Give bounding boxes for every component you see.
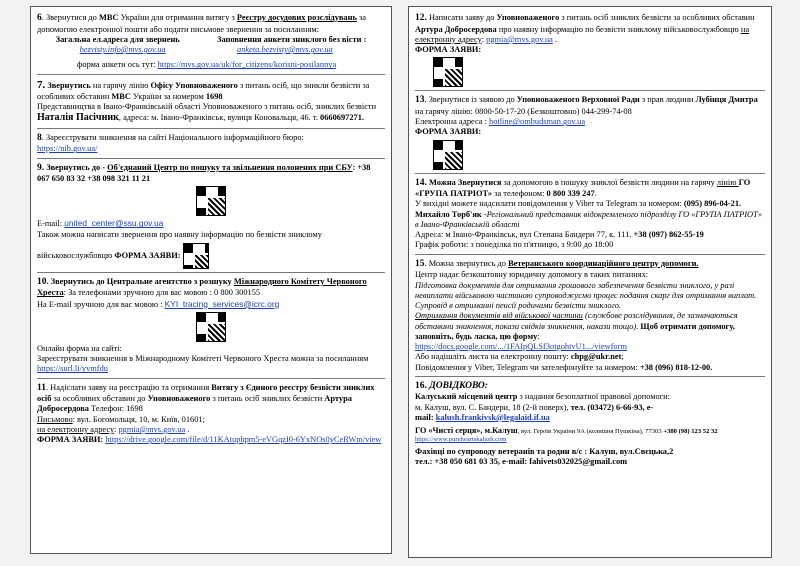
legal-center-address [415, 403, 765, 413]
text: Звернутись [45, 80, 93, 90]
text: м. Калуш, вул. С. Бандери, 18 (2-й поверх), [415, 402, 571, 412]
section-number: 6 [37, 13, 42, 23]
text: на електронну адресу [37, 424, 115, 434]
qr-code-icon[interactable] [433, 140, 463, 170]
ombudsman-name: Артура Добросердова [37, 394, 352, 414]
email-line [37, 425, 385, 435]
section-number: 10 [37, 276, 47, 287]
legal-center-phone: тел. (03472) 6-66-93, e- [570, 402, 654, 412]
text: Електронна адреса : [415, 117, 490, 127]
form-label: форма анкети ось тут: [77, 60, 158, 70]
text: . Зареєструвати зникнення на сайті Національного інформаційного бюро: [41, 132, 304, 142]
questionnaire-email-block [217, 35, 366, 56]
email-line [37, 218, 385, 229]
section-number: 12. [415, 13, 427, 23]
section-number: 16. [415, 380, 427, 391]
section-12 [415, 9, 765, 91]
email-label: E-mail: [37, 219, 65, 229]
veteran-center-label: Ветеранського координаційного центру допомоги. [508, 258, 699, 268]
text: Отримання документів від військової частини [415, 311, 583, 321]
text: : За телефонами зручною для вас мовою : 0 800 300155 [63, 288, 261, 298]
text: з питань осіб зниклих безвісти за особливих обставин [559, 13, 755, 22]
text: на гарячу лінію [92, 80, 151, 90]
text: Адреса: м Івано-Франківськ, вул Степана Бандери 77, к. 111. [415, 230, 634, 240]
text: mail: [415, 412, 436, 422]
email-line [415, 352, 765, 362]
schedule: Графік роботи: з понеділка по п'ятницю, з 9:00 до 18:00 [415, 240, 614, 250]
text: за телефоном: [492, 189, 547, 199]
text: . Звернутися до [41, 13, 99, 22]
section-number: 8 [37, 132, 42, 143]
website-link[interactable]: https://www.pureheartskalush.com [415, 436, 507, 444]
section-14 [415, 174, 765, 255]
section-number: 11 [37, 382, 46, 393]
phone: +38 (096) 818-12-00. [639, 362, 713, 372]
text: , вул. Героїв України 9А (колишня Пушкіна), 77303 [517, 428, 664, 436]
text: : [114, 424, 119, 434]
form-link[interactable]: https://mvs.gov.ua/uk/for_citizens/korisni-posilannya [157, 60, 337, 70]
rada-ombudsman-label: Уповноваженого Верховної Ради [516, 95, 640, 105]
text: . [594, 189, 597, 199]
ombudsman-label: Уповноваженого [496, 13, 560, 22]
general-email-title: Загальна ел.адреса для звернень [55, 34, 180, 44]
text: Написати заяву до [426, 13, 497, 22]
qr-code-icon[interactable] [196, 186, 226, 216]
qr-row [37, 312, 385, 342]
hotline-number: 0 800 339 247 [546, 189, 595, 199]
mvs-label: МВС [98, 13, 119, 22]
ombudsman-label: Уповноваженого [147, 394, 211, 404]
text: : [537, 331, 540, 341]
section-8 [37, 129, 385, 159]
email-link[interactable]: hotline@ombudsman.gov.ua [489, 117, 586, 127]
email[interactable]: chpg@ukr.net [570, 352, 622, 362]
text: Можна [426, 177, 458, 187]
representative-phone: 0660697271. [320, 113, 365, 123]
text: за допомогою в пошуку зниклої безвісти людини на гарячу [501, 177, 717, 187]
office-phone: +38 (097) 862-55-19 [633, 230, 704, 240]
general-email-link[interactable]: bezvisty.info@mvs.gov.ua [79, 45, 166, 55]
representative-name: Наталія Пасічник [37, 112, 119, 124]
email-link[interactable]: kalush.frankivsk@legalaid.if.ua [435, 412, 550, 422]
agency-label: Центральне агентство з розшуку [106, 276, 234, 286]
qr-code-icon[interactable] [196, 312, 226, 342]
text: Також можна написати звернення про наявну інформацію по безвісти зниклому [37, 229, 322, 239]
register-line [37, 354, 385, 375]
text: Зареєструвати зникнення в Міжнародному Комітеті Червоного Хреста можна за посиланням [37, 354, 369, 364]
text: лінію [716, 177, 739, 187]
section-16 [415, 377, 765, 471]
text: Повідомлення у Viber, Telegram чи зателефонуйте за номером: [415, 362, 640, 372]
documents-line [415, 311, 765, 342]
text: Звернутися [457, 177, 502, 187]
section-6 [37, 9, 385, 75]
text: , адреса: м. Івано-Франківськ, вулиця Коновальця, 46. т. [118, 113, 321, 123]
form-line [37, 243, 385, 269]
text: про наявну інформацію по безвісти зниклому військовослужбовцю [496, 24, 741, 34]
form-link[interactable]: https://docs.google.com/.../1FAIpQLSf3otgohtvU1.../viewform [415, 342, 627, 352]
text: . Можна звернутись до [424, 258, 509, 268]
representative-contact: (095) 896-04-21. Михайло Торб'як [415, 199, 742, 219]
email-link[interactable]: pgmia@mvs.gov.ua [118, 424, 186, 434]
office-label: Офісу Уповноваженого [150, 80, 238, 90]
text: . Надіслати заяву на реєстрацію та отримання [45, 382, 212, 392]
registry-label: Витягу з Єдиного реєстру безвісти зниклих осіб [37, 382, 375, 404]
text: На E-mail зручною для вас мовою : [37, 299, 165, 309]
text: (службове розслідування, де зазначаються обставини зникнення, покази свідків зникнення, накази тощо). [415, 311, 738, 331]
veteran-specialists: Фахівці по супроводу ветеранів та родин в/с : Калуш, вул.Свєцька,2 [415, 447, 674, 457]
representative-line [37, 102, 385, 124]
legal-center-name: Калуський місцевий центр [415, 392, 518, 402]
text: на електронну адресу [415, 24, 750, 44]
text: за допомогою електронної пошти або подати письмове звернення за посиланням: [37, 13, 366, 34]
hotline-number: 1698 [205, 91, 223, 101]
section-10 [37, 273, 385, 379]
mail-line [37, 415, 385, 425]
service-description: Підготовка документів для отримання грошового забезпечення безвісти зниклого, у разі невиплати військовою частиною супроводжуємо процес подання скарг для отримання виплат. Супровід в отриманні пенсії родичами безвісти зниклого. [415, 280, 757, 311]
text: на гарячу лінію: 0800-50-17-20 (Безкоштовно) 044-299-74-08 [415, 106, 632, 116]
org-name: ГО «ГРУПА ПАТРІОТ» [415, 177, 751, 199]
section-15 [415, 255, 765, 377]
qr-code-icon[interactable] [183, 243, 209, 269]
form-label: ФОРМА ЗАЯВИ: [415, 127, 482, 137]
text: з надання безоплатної правової допомоги: [517, 392, 670, 402]
text: Письмово [37, 414, 73, 424]
veteran-specialists-contacts: тел.: +38 050 681 03 35, e-mail: fahivets032025@gmail.com [415, 457, 628, 467]
email-link[interactable]: KYI_tracing_services@icrc.org [164, 298, 280, 309]
text: Центр надає безкоштовну юридичну допомогу в таких питаннях: [415, 270, 649, 280]
text: . [185, 424, 190, 434]
text: . Звернутись до [46, 276, 107, 286]
questionnaire-email-link[interactable]: anketa.bezvisty@mvs.gov.ua [237, 45, 333, 55]
text: Або надішліть листа на електронну пошту: [415, 352, 571, 362]
qr-code-icon[interactable] [433, 57, 463, 87]
text: України за номером [130, 91, 206, 101]
qr-row [37, 186, 385, 216]
ombudsman-name: Лубінця Дмитра [695, 95, 758, 105]
phone-line [415, 363, 765, 373]
form-link[interactable]: https://drive.google.com/file/d/11KAtuphpm5-eVGqzI0-6YxNOs0yCeRWm/view [105, 435, 382, 445]
text: Онлайн форма на сайті: [37, 343, 122, 353]
weekend-line [415, 199, 765, 230]
legal-center-email [415, 413, 765, 423]
qr-row [415, 140, 765, 170]
section-number: 14. [415, 177, 427, 188]
text: У вихідні можете надсилати повідомлення у Viber та Telegram за номером: [415, 199, 684, 209]
icrc-link[interactable]: https://surl.li/yvmfdu [37, 364, 108, 374]
address-line [415, 230, 765, 240]
registry-label: Реєстру досудових розслідувань [236, 13, 357, 22]
text: України для отримання витягу з [118, 13, 237, 22]
center-phones: : +38 067 650 83 32 +38 098 321 11 21 [37, 162, 371, 184]
form-callout: Щоб отримати допомогу, заповніть, будь ласка, цю форму [415, 321, 735, 341]
general-email-block [56, 35, 180, 56]
form-label: ФОРМА ЗАЯВИ: [415, 45, 482, 55]
section-number: 7. [37, 78, 46, 91]
ombudsman-name: Артура Добросердова [415, 24, 497, 34]
left-column [30, 6, 392, 554]
section-7 [37, 75, 385, 129]
email-link[interactable]: united_center@ssu.gov.ua [64, 218, 164, 229]
form-line [37, 435, 385, 445]
icrc-label: Міжнародного Комітету Червоного Хреста [37, 276, 367, 298]
section-number: 15 [415, 258, 425, 269]
section-13 [415, 91, 765, 173]
text: . [552, 34, 558, 44]
form-label: ФОРМА ЗАЯВИ: [114, 250, 181, 260]
org-phone: +380 (98) 123 52 32 [663, 428, 718, 436]
text: Звернутись до - [44, 162, 108, 172]
mvs-label: МВС [111, 91, 131, 101]
text: з питань осіб, що зникли безвісти за особливих обставин [37, 80, 370, 101]
text: ; [621, 352, 624, 362]
pure-hearts-line [415, 426, 765, 436]
section-9 [37, 159, 385, 273]
form-label: ФОРМА ЗАЯВИ: [37, 435, 106, 445]
nib-link[interactable]: https://nib.gov.ua/ [37, 144, 98, 154]
text: Телефон: 1698 [89, 404, 143, 414]
form-link-line [37, 60, 385, 70]
text: . Звернутися із заявою до [424, 95, 517, 105]
representative-role: -Регіональний представник відокремленого підрозділу ГО «ГРУПА ПАТРІОТ» в Івано-Франківській області [415, 209, 763, 229]
section-title: ДОВІДКОВО: [426, 380, 488, 391]
text: : [481, 34, 487, 44]
qr-row [415, 57, 765, 87]
email-line [415, 117, 765, 127]
email-columns [37, 35, 385, 56]
text: Представництва в Івано-Франківській області Уповноваженого з питань осіб, зниклих безвісти [37, 102, 377, 112]
text: з прав людини [639, 95, 696, 105]
section-number: 9. [37, 162, 45, 173]
text: : вул. Богомольця, 10, м. Київ, 01601; [72, 414, 205, 424]
section-number: 13 [415, 95, 425, 106]
right-column [408, 6, 772, 558]
center-label: Об'єднаний Центр по пошуку та звільнення полонених при СБУ [107, 162, 353, 172]
text: за особливих обставин до [51, 394, 148, 404]
legal-center-line [415, 392, 765, 402]
email-line [37, 299, 385, 310]
section-11 [37, 379, 385, 449]
text: військовослужбовцю [37, 250, 115, 260]
org-name: ГО «Чисті серця», м.Калуш [415, 426, 518, 436]
text: з питань осіб зниклих безвісти [210, 394, 325, 404]
questionnaire-email-title: Заповнення анкети зниклого без вісти : [217, 34, 367, 44]
email-link[interactable]: pgmia@mvs.gov.ua [486, 34, 553, 44]
